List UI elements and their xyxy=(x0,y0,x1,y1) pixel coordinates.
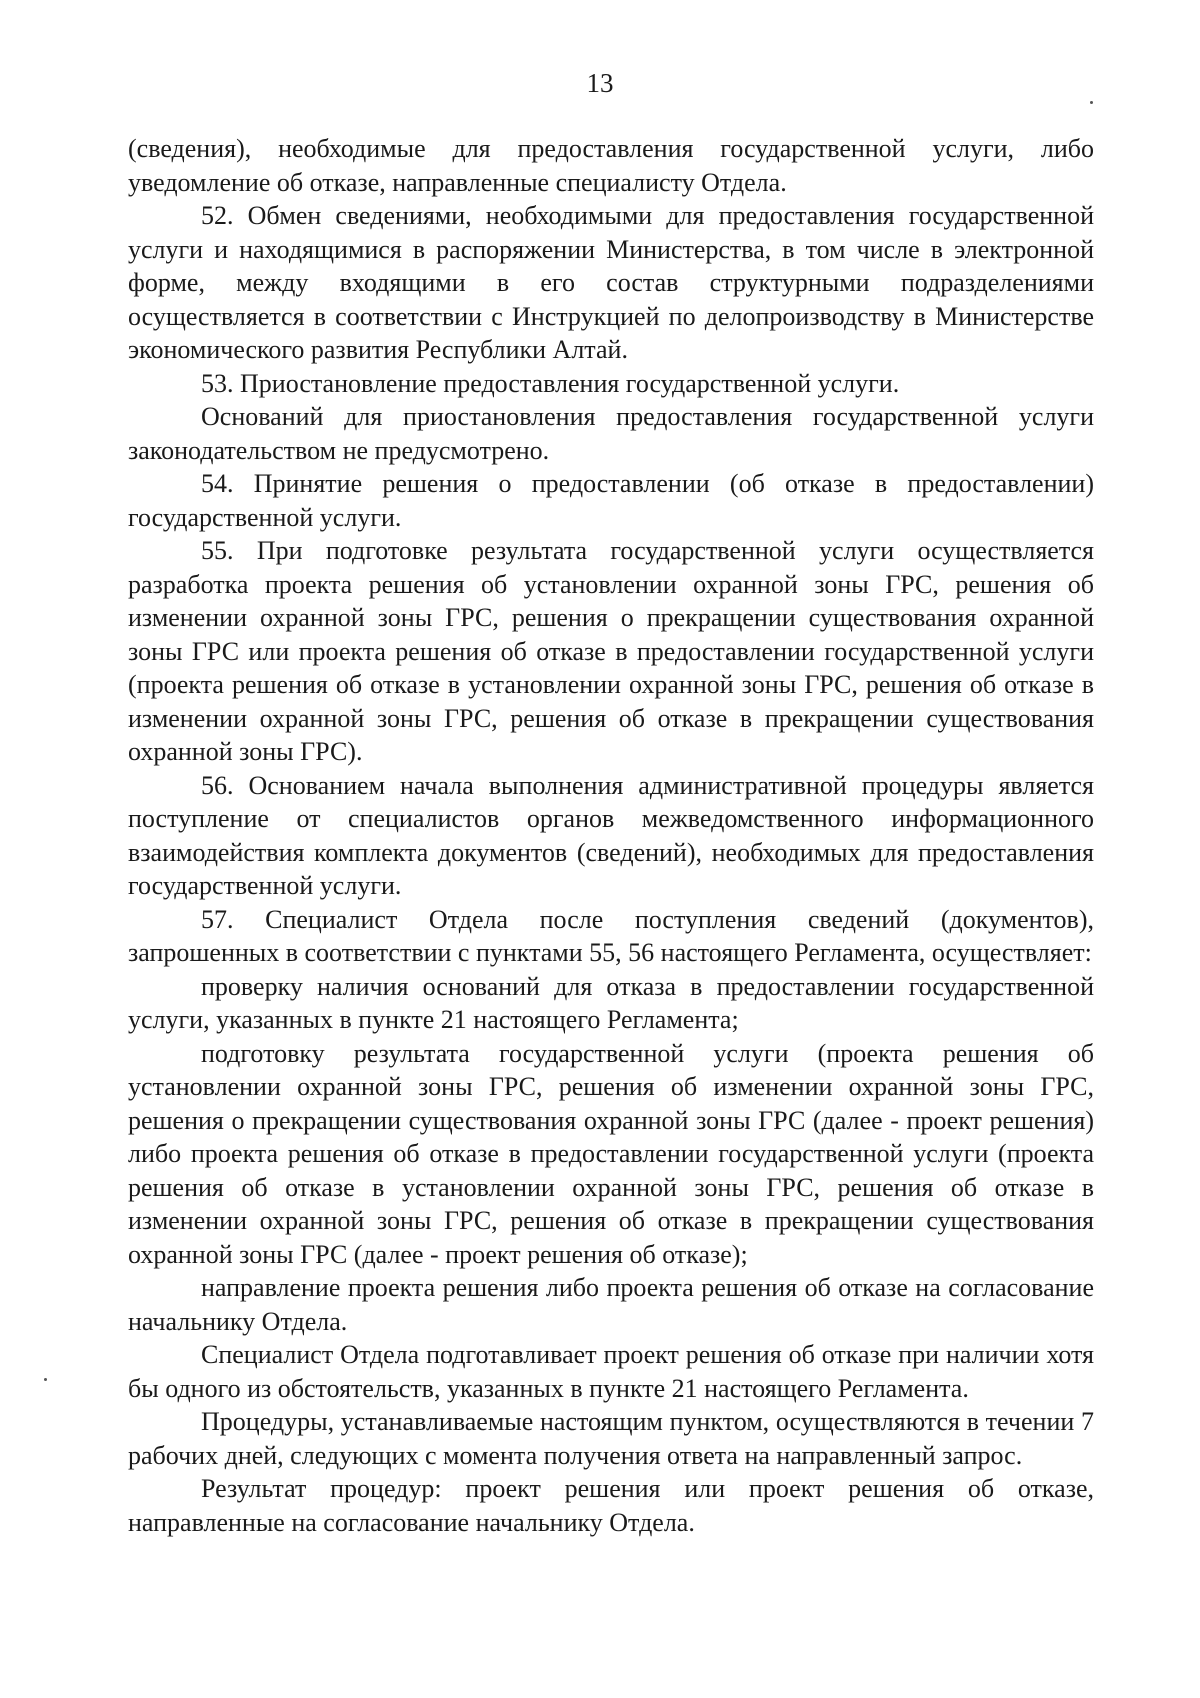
paragraph-57-item-prepare: подготовку результата государственной услуги (проекта решения об установлении охранной зоны ГРС, решения об изменении охранной зоны ГРС, решения о прекращении существования охранной зоны ГРС (далее - проект решения) либо проекта решения об отказе в предоставлении государственной услуги (проекта решения об отказе в установлении охранной зоны ГРС, решения об отказе в изменении охранной зоны ГРС, решения об отказе в прекращении существования охранной зоны ГРС (далее - проект решения об отказе); xyxy=(128,1038,1094,1269)
paragraph-57-refusal: Специалист Отдела подготавливает проект решения об отказе при наличии хотя бы одного из обстоятельств, указанных в пункте 21 настоящего Регламента. xyxy=(128,1340,1094,1403)
paragraph-56: 56. Основанием начала выполнения административной процедуры является поступление от специалистов органов межведомственного информационного взаимодействия комплекта документов (сведений), необходимых для предоставления государственной услуги. xyxy=(128,770,1094,900)
scan-speck xyxy=(1090,101,1093,104)
document-body xyxy=(128,132,1094,1539)
paragraph-57-term: Процедуры, устанавливаемые настоящим пунктом, осуществляются в течении 7 рабочих дней, следующих с момента получения ответа на направленный запрос. xyxy=(128,1407,1094,1470)
paragraph-54: 54. Принятие решения о предоставлении (об отказе в предоставлении) государственной услуги. xyxy=(128,469,1094,532)
scan-speck xyxy=(44,1378,47,1381)
page-number: 13 xyxy=(586,68,614,98)
paragraph-57: 57. Специалист Отдела после поступления сведений (документов), запрошенных в соответствии с пунктами 55, 56 настоящего Регламента, осуществляет: xyxy=(128,904,1094,967)
paragraph-continuation: (сведения), необходимые для предоставления государственной услуги, либо уведомление об отказе, направленные специалисту Отдела. xyxy=(128,134,1094,197)
paragraph-53-text: Оснований для приостановления предоставления государственной услуги законодательством не предусмотрено. xyxy=(128,402,1094,465)
paragraph-53: 53. Приостановление предоставления государственной услуги. xyxy=(201,368,900,398)
paragraph-55: 55. При подготовке результата государственной услуги осуществляется разработка проекта решения об установлении охранной зоны ГРС, решения об изменении охранной зоны ГРС, решения о прекращении существования охранной зоны ГРС или проекта решения об отказе в предоставлении государственной услуги (проекта решения об отказе в установлении охранной зоны ГРС, решения об отказе в изменении охранной зоны ГРС, решения об отказе в прекращении существования охранной зоны ГРС). xyxy=(128,536,1094,766)
paragraph-52: 52. Обмен сведениями, необходимыми для предоставления государственной услуги и находящимися в распоряжении Министерства, в том числе в электронной форме, между входящими в его состав структурными подразделениями осуществляется в соответствии с Инструкцией по делопроизводству в Министерстве экономического развития Республики Алтай. xyxy=(128,201,1094,364)
paragraph-57-result: Результат процедур: проект решения или проект решения об отказе, направленные на согласование начальнику Отдела. xyxy=(128,1474,1094,1537)
paragraph-57-item-check: проверку наличия оснований для отказа в предоставлении государственной услуги, указанных в пункте 21 настоящего Регламента; xyxy=(128,971,1094,1034)
paragraph-57-item-send: направление проекта решения либо проекта решения об отказе на согласование начальнику Отдела. xyxy=(128,1273,1094,1336)
